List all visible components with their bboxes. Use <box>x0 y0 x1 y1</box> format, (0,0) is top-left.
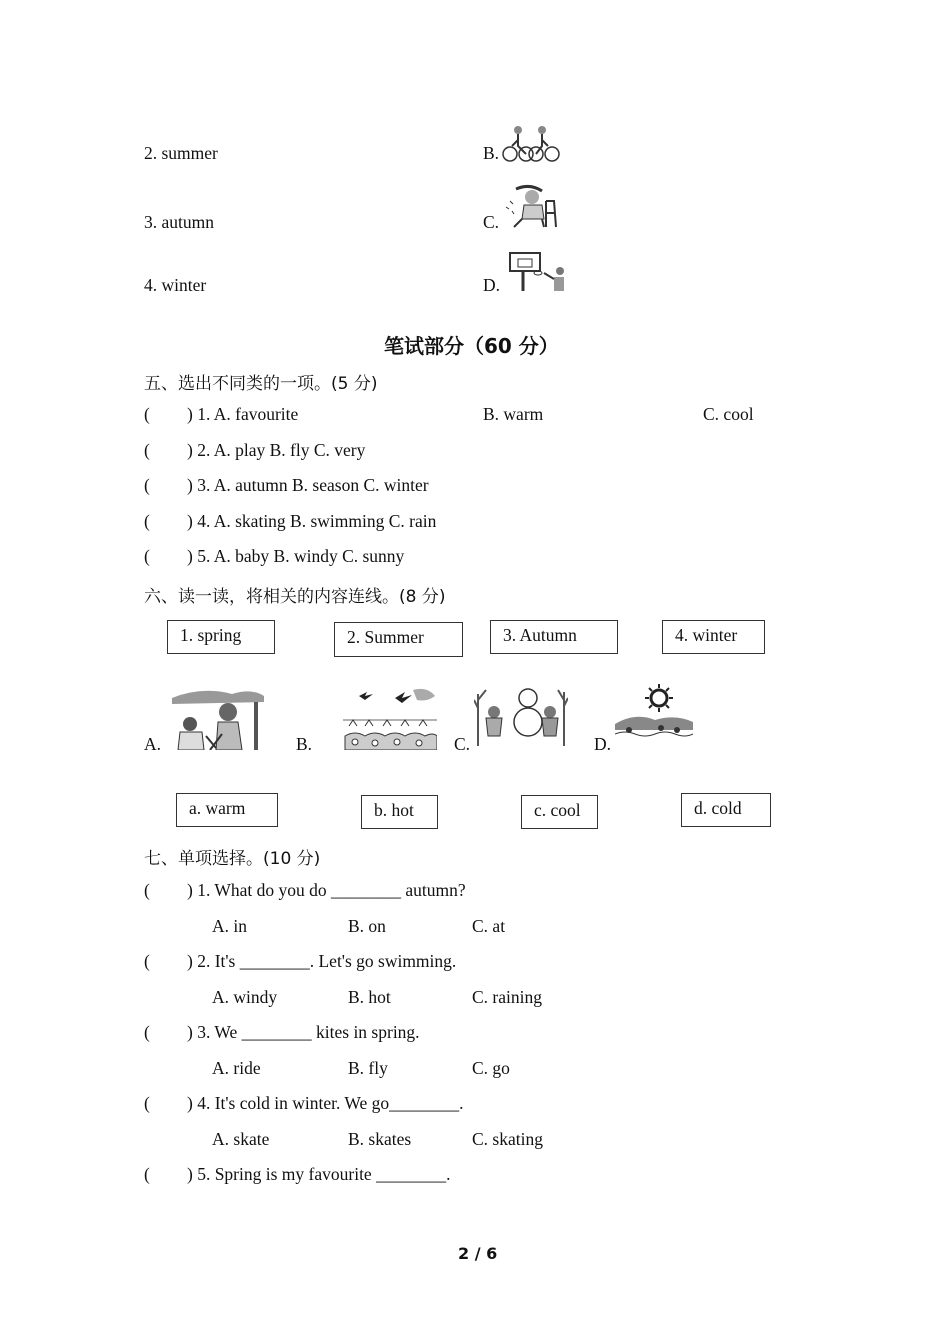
snowman-and-children-illustration <box>474 686 568 748</box>
sun-and-swimmers-illustration <box>615 684 693 744</box>
match-letter-b: B. <box>483 143 500 163</box>
cycling-children-illustration <box>500 124 560 162</box>
season-box-spring[interactable]: 1. spring <box>167 620 275 654</box>
s7-q5-text: ) 5. Spring is my favourite ________. <box>187 1164 451 1184</box>
match-word-autumn: 3. autumn <box>144 212 214 232</box>
s7-q3-text: ) 3. We ________ kites in spring. <box>187 1022 420 1042</box>
s7-q1-option-a: A. in <box>212 916 247 936</box>
match-letter-d: D. <box>483 275 501 295</box>
s5-q4-text: ) 4. A. skating B. swimming C. rain <box>187 511 437 531</box>
s7-q2-text: ) 2. It's ________. Let's go swimming. <box>187 951 457 971</box>
basketball-player-illustration <box>508 251 570 293</box>
s7-q3-option-a: A. ride <box>212 1058 261 1078</box>
s7-q5-paren[interactable]: ( <box>144 1164 150 1184</box>
s5-q1-option-b: B. warm <box>483 404 544 424</box>
section-title: 笔试部分（60 分） <box>384 334 559 358</box>
weather-box-warm[interactable]: a. warm <box>176 793 278 827</box>
s7-q1-paren[interactable]: ( <box>144 880 150 900</box>
s6-heading: 六、读一读，将相关的内容连线。(8 分) <box>144 587 446 607</box>
season-box-winter[interactable]: 4. winter <box>662 620 765 654</box>
season-box-autumn[interactable]: 3. Autumn <box>490 620 618 654</box>
hot-person-on-chair-illustration <box>502 183 562 229</box>
s7-q4-paren[interactable]: ( <box>144 1093 150 1113</box>
season-box-summer[interactable]: 2. Summer <box>334 622 463 657</box>
s5-q4-paren[interactable]: ( <box>144 511 150 531</box>
s7-q3-option-c: C. go <box>472 1058 510 1078</box>
s7-q4-option-b: B. skates <box>348 1129 412 1149</box>
s5-q3-paren[interactable]: ( <box>144 475 150 495</box>
s5-q5-paren[interactable]: ( <box>144 546 150 566</box>
s5-q5-text: ) 5. A. baby B. windy C. sunny <box>187 546 405 566</box>
s5-q3-text: ) 3. A. autumn B. season C. winter <box>187 475 429 495</box>
page-number: 2 / 6 <box>458 1244 498 1263</box>
weather-box-hot[interactable]: b. hot <box>361 795 438 829</box>
s5-q1-text: ) 1. A. favourite <box>187 404 299 424</box>
weather-box-cool[interactable]: c. cool <box>521 795 598 829</box>
s7-q1-option-b: B. on <box>348 916 386 936</box>
people-cycling-under-tree-illustration <box>172 688 264 750</box>
s6-pic-letter-b: B. <box>296 734 313 754</box>
s7-q2-option-a: A. windy <box>212 987 278 1007</box>
match-word-summer: 2. summer <box>144 143 218 163</box>
weather-box-cold[interactable]: d. cold <box>681 793 771 827</box>
s7-q3-option-b: B. fly <box>348 1058 388 1078</box>
s7-q2-paren[interactable]: ( <box>144 951 150 971</box>
s5-q1-paren[interactable]: ( <box>144 404 150 424</box>
s5-heading: 五、选出不同类的一项。(5 分) <box>144 374 378 394</box>
s5-q2-text: ) 2. A. play B. fly C. very <box>187 440 366 460</box>
s7-q2-option-c: C. raining <box>472 987 542 1007</box>
match-word-winter: 4. winter <box>144 275 207 295</box>
s7-q2-option-b: B. hot <box>348 987 391 1007</box>
s7-q3-paren[interactable]: ( <box>144 1022 150 1042</box>
s6-pic-letter-c: C. <box>454 734 471 754</box>
birds-and-flowers-illustration <box>343 686 437 750</box>
s7-q4-option-c: C. skating <box>472 1129 543 1149</box>
s7-q1-option-c: C. at <box>472 916 506 936</box>
match-letter-c: C. <box>483 212 500 232</box>
s7-q1-text: ) 1. What do you do ________ autumn? <box>187 880 466 900</box>
s6-pic-letter-a: A. <box>144 734 162 754</box>
s5-q1-option-c: C. cool <box>703 404 754 424</box>
s5-q2-paren[interactable]: ( <box>144 440 150 460</box>
s7-q4-option-a: A. skate <box>212 1129 270 1149</box>
s7-q4-text: ) 4. It's cold in winter. We go________. <box>187 1093 464 1113</box>
s7-heading: 七、单项选择。(10 分) <box>144 849 321 869</box>
s6-pic-letter-d: D. <box>594 734 612 754</box>
